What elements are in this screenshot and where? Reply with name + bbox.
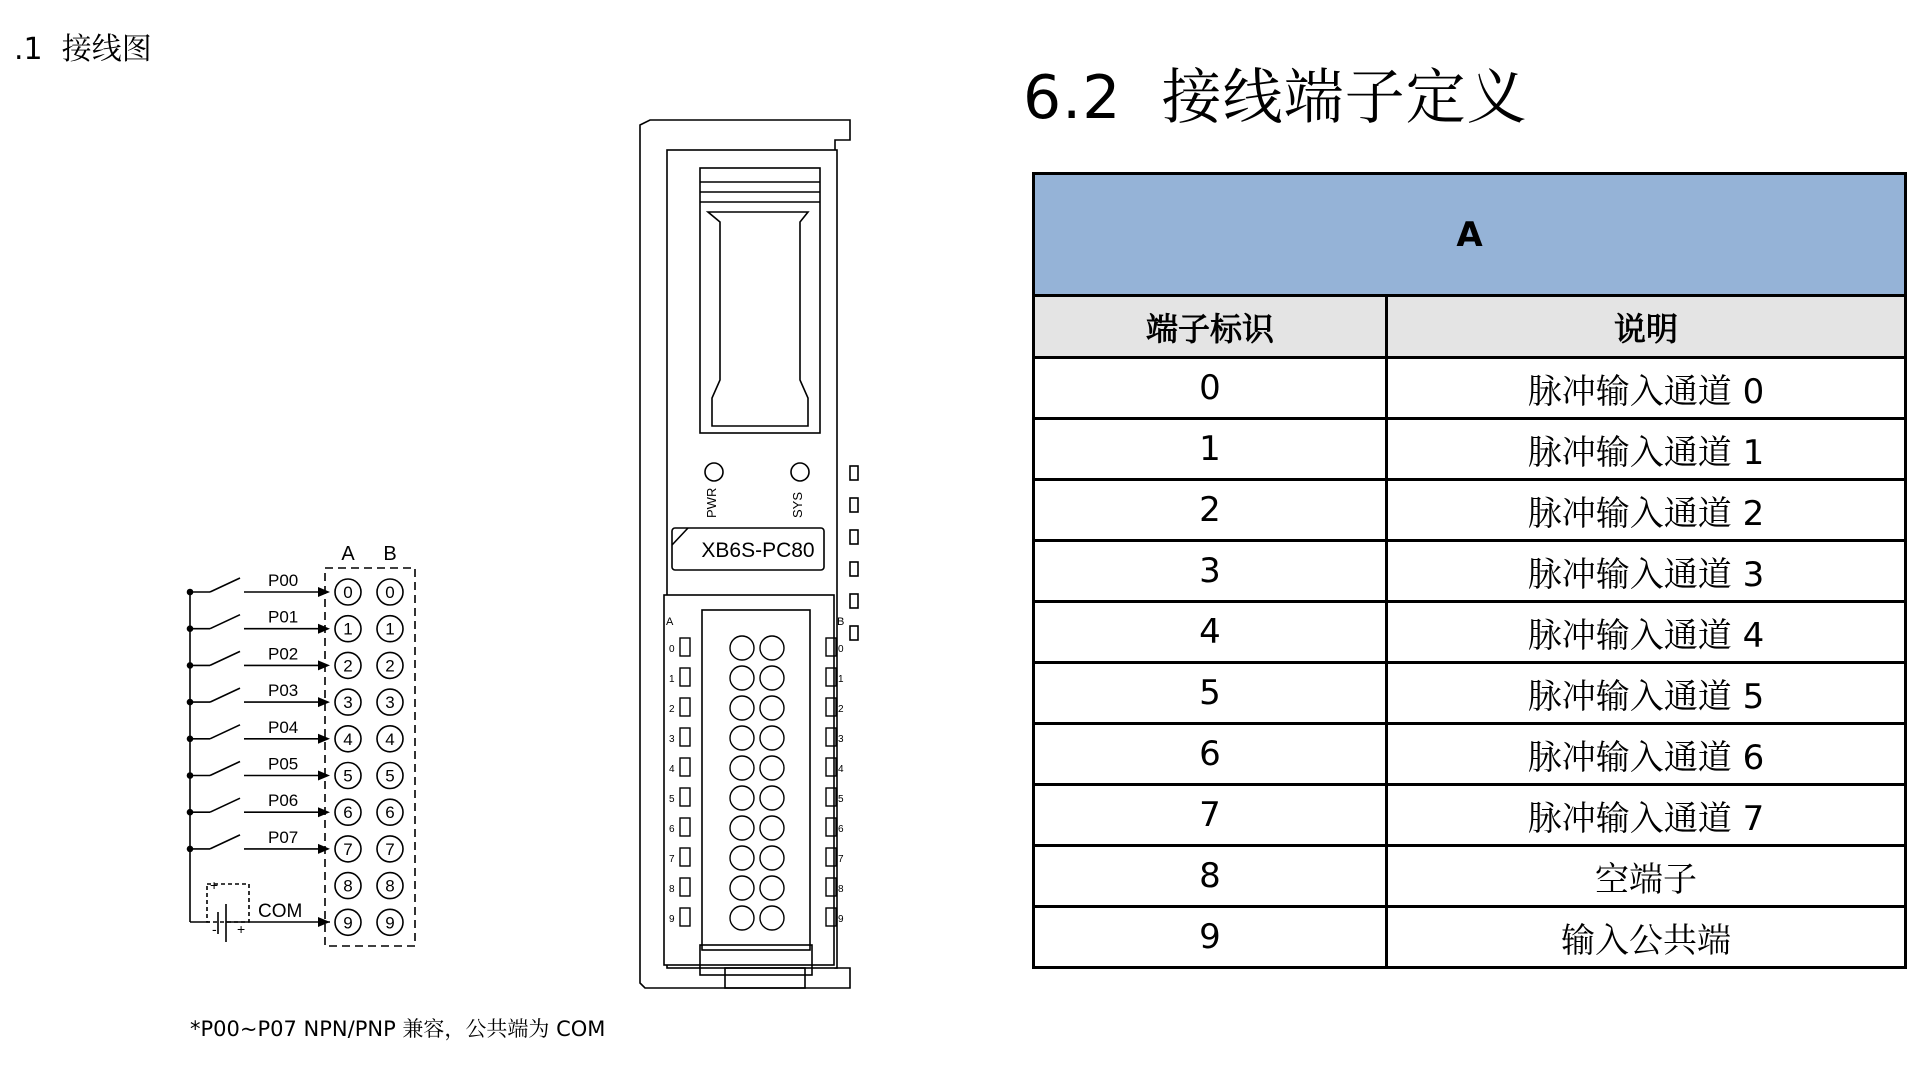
terminal-a-number: 0 bbox=[343, 583, 353, 602]
input-wire bbox=[188, 762, 319, 779]
module-pin-number-right: 6 bbox=[838, 824, 844, 835]
module-screw-b bbox=[760, 846, 784, 870]
wiring-section-heading: .1 接线图 bbox=[14, 32, 152, 67]
module-pin-number-right: 1 bbox=[838, 674, 844, 685]
module-pin-number-left: 8 bbox=[669, 884, 675, 895]
module-screw-a bbox=[730, 846, 754, 870]
terminal-b-number: 2 bbox=[385, 656, 395, 676]
table-row bbox=[1034, 358, 1906, 419]
terminal-id-cell: 1 bbox=[1034, 419, 1387, 480]
input-label: P03 bbox=[268, 681, 299, 701]
module-pin-number-right: 0 bbox=[838, 644, 844, 655]
input-label: P00 bbox=[268, 571, 299, 590]
terminal-a-number: 3 bbox=[343, 693, 353, 713]
input-wire bbox=[188, 615, 319, 632]
input-label: P02 bbox=[268, 644, 299, 664]
description-cell: 脉冲输入通道 4 bbox=[1387, 602, 1906, 663]
sys-label: SYS bbox=[790, 491, 805, 518]
module-pin-number-left: 9 bbox=[669, 914, 675, 925]
description-cell: 输入公共端 bbox=[1387, 907, 1906, 968]
module-pin-number-left: 3 bbox=[669, 734, 675, 745]
module-side-a: A bbox=[666, 616, 674, 628]
module-pin-number-left: 5 bbox=[669, 794, 675, 805]
terminal-b-number: 6 bbox=[385, 803, 395, 823]
table-row bbox=[1034, 419, 1906, 480]
input-label: P05 bbox=[268, 754, 299, 774]
table-row bbox=[1034, 724, 1906, 785]
input-label: P07 bbox=[268, 827, 299, 847]
input-label: P06 bbox=[268, 791, 299, 811]
description-cell: 脉冲输入通道 1 bbox=[1387, 419, 1906, 480]
description-cell: 脉冲输入通道 2 bbox=[1387, 480, 1906, 541]
description-cell: 脉冲输入通道 7 bbox=[1387, 785, 1906, 846]
input-wire bbox=[188, 578, 319, 595]
table-row bbox=[1034, 663, 1906, 724]
terminal-b-number: 7 bbox=[385, 839, 395, 859]
module-screw-b bbox=[760, 636, 784, 660]
module-pin-number-right: 5 bbox=[838, 794, 844, 805]
table-group-header: A bbox=[1034, 174, 1906, 296]
module-pin-number-left: 4 bbox=[669, 764, 675, 775]
input-wire bbox=[188, 651, 319, 668]
terminal-id-cell: 9 bbox=[1034, 907, 1387, 968]
terminal-id-cell: 3 bbox=[1034, 541, 1387, 602]
col-header-description: 说明 bbox=[1387, 296, 1906, 358]
table-row bbox=[1034, 541, 1906, 602]
terminal-id-cell: 4 bbox=[1034, 602, 1387, 663]
battery-minus-label: - bbox=[212, 921, 217, 937]
terminal-id-cell: 5 bbox=[1034, 663, 1387, 724]
terminal-id-cell: 6 bbox=[1034, 724, 1387, 785]
module-pin-number-left: 2 bbox=[669, 704, 675, 715]
module-screw-b bbox=[760, 666, 784, 690]
description-cell: 脉冲输入通道 3 bbox=[1387, 541, 1906, 602]
module-pin-number-right: 2 bbox=[838, 704, 844, 715]
terminal-a-number: 6 bbox=[343, 803, 353, 823]
pwr-label: PWR bbox=[704, 487, 719, 518]
table-row bbox=[1034, 785, 1906, 846]
module-screw-b bbox=[760, 816, 784, 840]
col-header-terminal: 端子标识 bbox=[1034, 296, 1387, 358]
terminal-a-number: 5 bbox=[343, 766, 353, 786]
module-screw-b bbox=[760, 786, 784, 810]
table-row bbox=[1034, 907, 1906, 968]
input-label: P01 bbox=[268, 607, 299, 627]
module-screw-b bbox=[760, 876, 784, 900]
module-screw-a bbox=[730, 786, 754, 810]
table-row bbox=[1034, 602, 1906, 663]
terminal-a-number: 7 bbox=[343, 839, 353, 859]
module-pin-number-left: 7 bbox=[669, 854, 675, 865]
terminal-id-cell: 8 bbox=[1034, 846, 1387, 907]
input-wire bbox=[188, 798, 319, 815]
terminal-b-number: 3 bbox=[385, 693, 395, 713]
terminal-id-cell: 7 bbox=[1034, 785, 1387, 846]
column-label-b: B bbox=[383, 543, 397, 565]
description-cell: 空端子 bbox=[1387, 846, 1906, 907]
module-screw-b bbox=[760, 756, 784, 780]
module-pin-number-right: 4 bbox=[838, 764, 844, 775]
column-label-a: A bbox=[341, 543, 355, 565]
terminal-definition-heading: 6.2 接线端子定义 bbox=[1023, 63, 1528, 133]
module-pin-number-left: 1 bbox=[669, 674, 675, 685]
table-row bbox=[1034, 480, 1906, 541]
module-pin-number-right: 3 bbox=[838, 734, 844, 745]
input-wire bbox=[188, 725, 319, 742]
terminal-b-number: 4 bbox=[385, 729, 395, 749]
wiring-footnote: *P00~P07 NPN/PNP 兼容，公共端为 COM bbox=[190, 1017, 606, 1041]
terminal-id-cell: 2 bbox=[1034, 480, 1387, 541]
module-screw-a bbox=[730, 876, 754, 900]
terminal-b-number: 5 bbox=[385, 766, 395, 786]
module-pin-number-left: 0 bbox=[669, 644, 675, 655]
table-body bbox=[1034, 358, 1906, 968]
module-pin-number-right: 8 bbox=[838, 884, 844, 895]
terminal-definition-table bbox=[1032, 172, 1907, 969]
input-label: P04 bbox=[268, 717, 299, 737]
description-cell: 脉冲输入通道 0 bbox=[1387, 358, 1906, 419]
description-cell: 脉冲输入通道 5 bbox=[1387, 663, 1906, 724]
module-screw-a bbox=[730, 816, 754, 840]
module-screw-a bbox=[730, 726, 754, 750]
module-screw-b bbox=[760, 696, 784, 720]
module-screw-b bbox=[760, 906, 784, 930]
com-label: COM bbox=[258, 901, 303, 922]
input-wire bbox=[188, 835, 319, 852]
terminal-b-number: 8 bbox=[385, 876, 395, 896]
model-label: XB6S-PC80 bbox=[701, 539, 815, 562]
terminal-a-number: 1 bbox=[343, 619, 353, 639]
terminal-a-number: 8 bbox=[343, 876, 353, 896]
module-screw-a bbox=[730, 756, 754, 780]
terminal-a-number: 4 bbox=[343, 729, 353, 749]
module-pin-number-right: 9 bbox=[838, 914, 844, 925]
module-side-b: B bbox=[837, 616, 845, 628]
terminal-b-number: 9 bbox=[385, 913, 395, 933]
module-screw-a bbox=[730, 666, 754, 690]
description-cell: 脉冲输入通道 6 bbox=[1387, 724, 1906, 785]
terminal-a-number: 9 bbox=[343, 913, 353, 933]
terminal-id-cell: 0 bbox=[1034, 358, 1387, 419]
wiring-diagram bbox=[0, 0, 1000, 1000]
module-screw-a bbox=[730, 636, 754, 660]
module-screw-a bbox=[730, 906, 754, 930]
battery-plus-label: + bbox=[210, 877, 219, 893]
terminal-b-number: 0 bbox=[385, 583, 395, 602]
terminal-b-number: 1 bbox=[385, 619, 395, 639]
module-pin-number-left: 6 bbox=[669, 824, 675, 835]
battery-plus-label-2: + bbox=[237, 921, 246, 937]
table-row bbox=[1034, 846, 1906, 907]
module-pin-number-right: 7 bbox=[838, 854, 844, 865]
terminal-a-number: 2 bbox=[343, 656, 353, 676]
module-screw-b bbox=[760, 726, 784, 750]
input-wire bbox=[188, 688, 319, 705]
module-screw-a bbox=[730, 696, 754, 720]
